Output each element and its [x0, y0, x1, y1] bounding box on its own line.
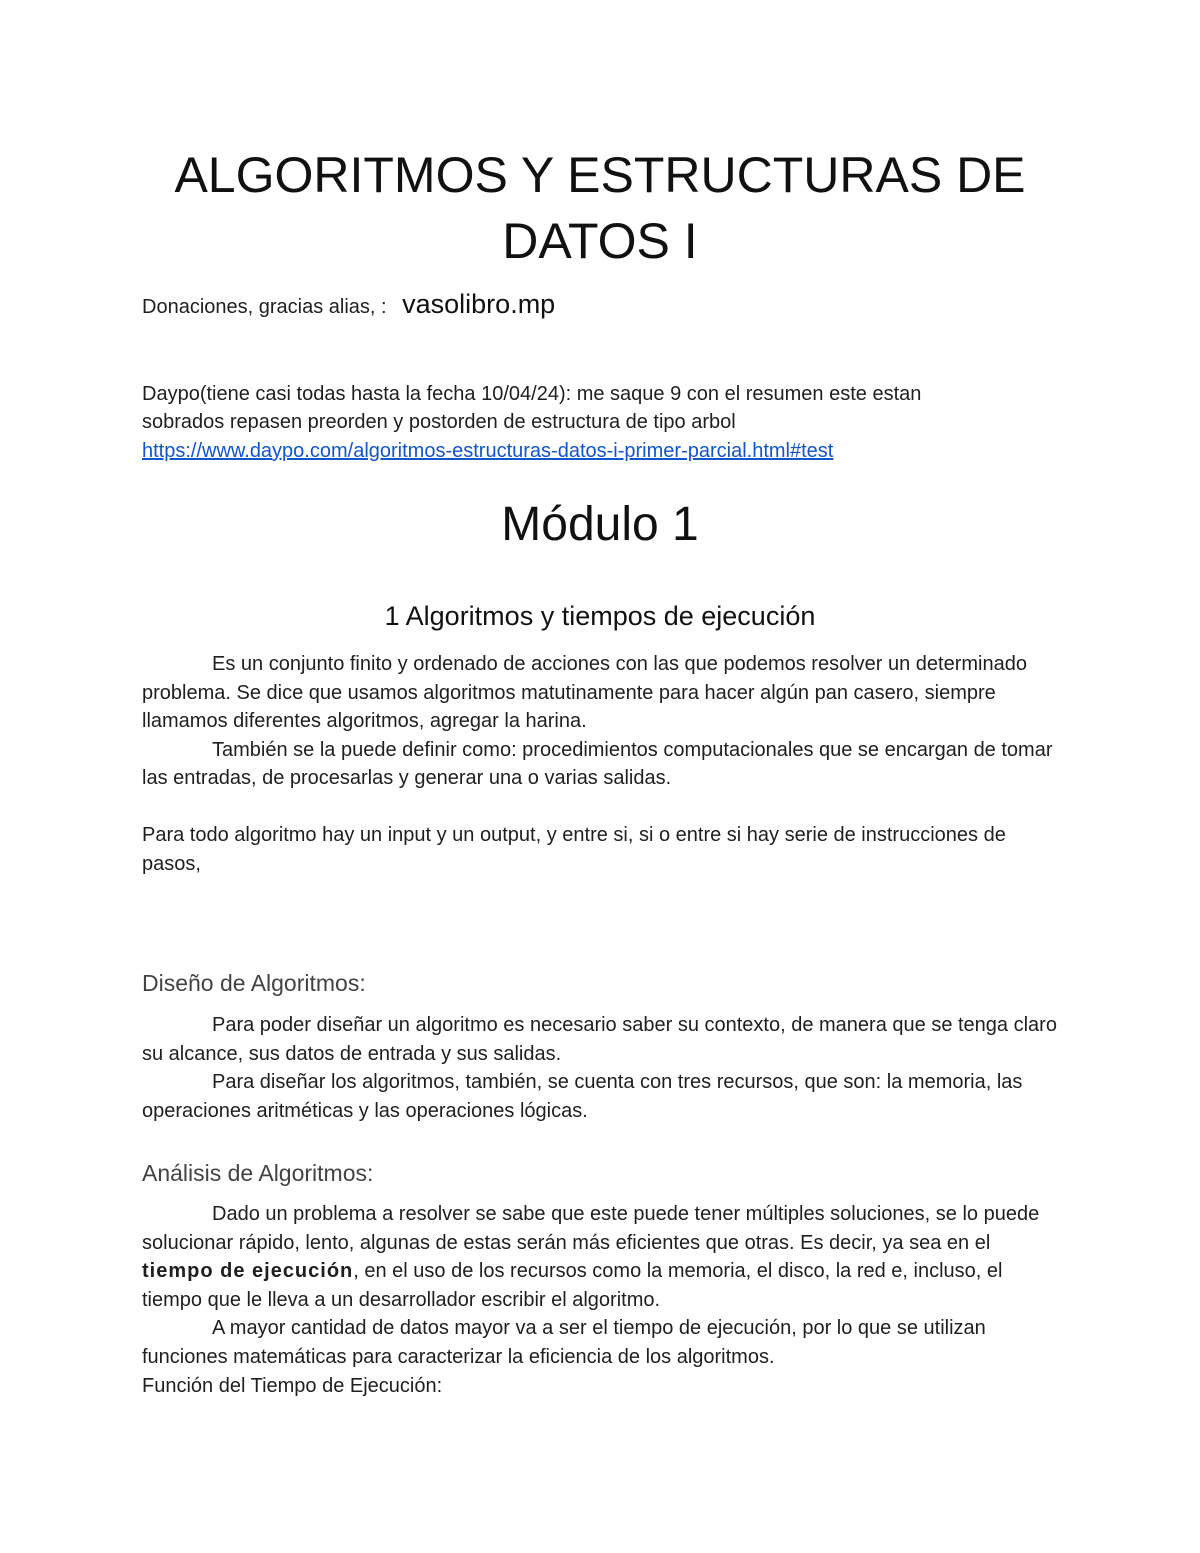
section-body	[142, 650, 1062, 793]
analysis-bold-term: tiempo de ejecución	[142, 1260, 354, 1283]
section-heading: 1 Algoritmos y tiempos de ejecución	[384, 601, 816, 631]
document-title-line-1: ALGORITMOS Y ESTRUCTURAS DE	[174, 147, 1026, 203]
analysis-body	[142, 1200, 1062, 1400]
donations-alias: vasolibro.mp	[402, 289, 556, 319]
section-paragraph-3: Para todo algoritmo hay un input y un output, y entre si, si o entre si hay serie de instrucciones de pasos,	[142, 824, 1006, 875]
design-heading: Diseño de Algoritmos:	[142, 970, 366, 996]
analysis-paragraph-1	[142, 1200, 1062, 1314]
donations-label: Donaciones, gracias alias, :	[142, 296, 387, 318]
analysis-text-b: , en el uso de los recursos como la memoria, el disco, la red e, incluso, el tiempo que le lleva a un desarrollador escribir el algoritmo.	[142, 1260, 1003, 1311]
daypo-link[interactable]: https://www.daypo.com/algoritmos-estructuras-datos-i-primer-parcial.html#test	[142, 440, 834, 462]
analysis-heading: Análisis de Algoritmos:	[142, 1160, 374, 1186]
donations-line	[142, 290, 555, 321]
module-heading: Módulo 1	[501, 498, 699, 551]
daypo-line-1: Daypo(tiene casi todas hasta la fecha 10/04/24): me saque 9 con el resumen este estan	[142, 383, 922, 405]
analysis-paragraph-3: Función del Tiempo de Ejecución:	[142, 1374, 443, 1397]
design-paragraph-1: Para poder diseñar un algoritmo es necesario saber su contexto, de manera que se tenga claro su alcance, sus datos de entrada y sus salidas.	[142, 1014, 1057, 1065]
section-paragraph-2: También se la puede definir como: procedimientos computacionales que se encargan de tomar las entradas, de procesarlas y generar una o varias salidas.	[142, 738, 1053, 790]
document-title-line-2: DATOS I	[502, 213, 698, 269]
analysis-paragraph-2: A mayor cantidad de datos mayor va a ser el tiempo de ejecución, por lo que se utilizan funciones matemáticas para caracterizar la eficiencia de los algoritmos.	[142, 1317, 986, 1368]
design-body	[142, 1011, 1062, 1125]
analysis-text-a: Dado un problema a resolver se sabe que este puede tener múltiples soluciones, se lo puede solucionar rápido, lento, algunas de estas serán más eficientes que otras. Es decir, ya sea en el	[142, 1203, 1040, 1254]
daypo-line-2: sobrados repasen preorden y postorden de estructura de tipo arbol	[142, 411, 736, 433]
design-paragraph-2: Para diseñar los algoritmos, también, se cuenta con tres recursos, que son: la memoria, las operaciones aritméticas y las operaciones lógicas.	[142, 1071, 1023, 1122]
section-paragraph-1: Es un conjunto finito y ordenado de acciones con las que podemos resolver un determinado problema. Se dice que usamos algoritmos matutinamente para hacer algún pan casero, siempre llamamos diferentes algoritmos, agregar la harina.	[142, 653, 1027, 733]
